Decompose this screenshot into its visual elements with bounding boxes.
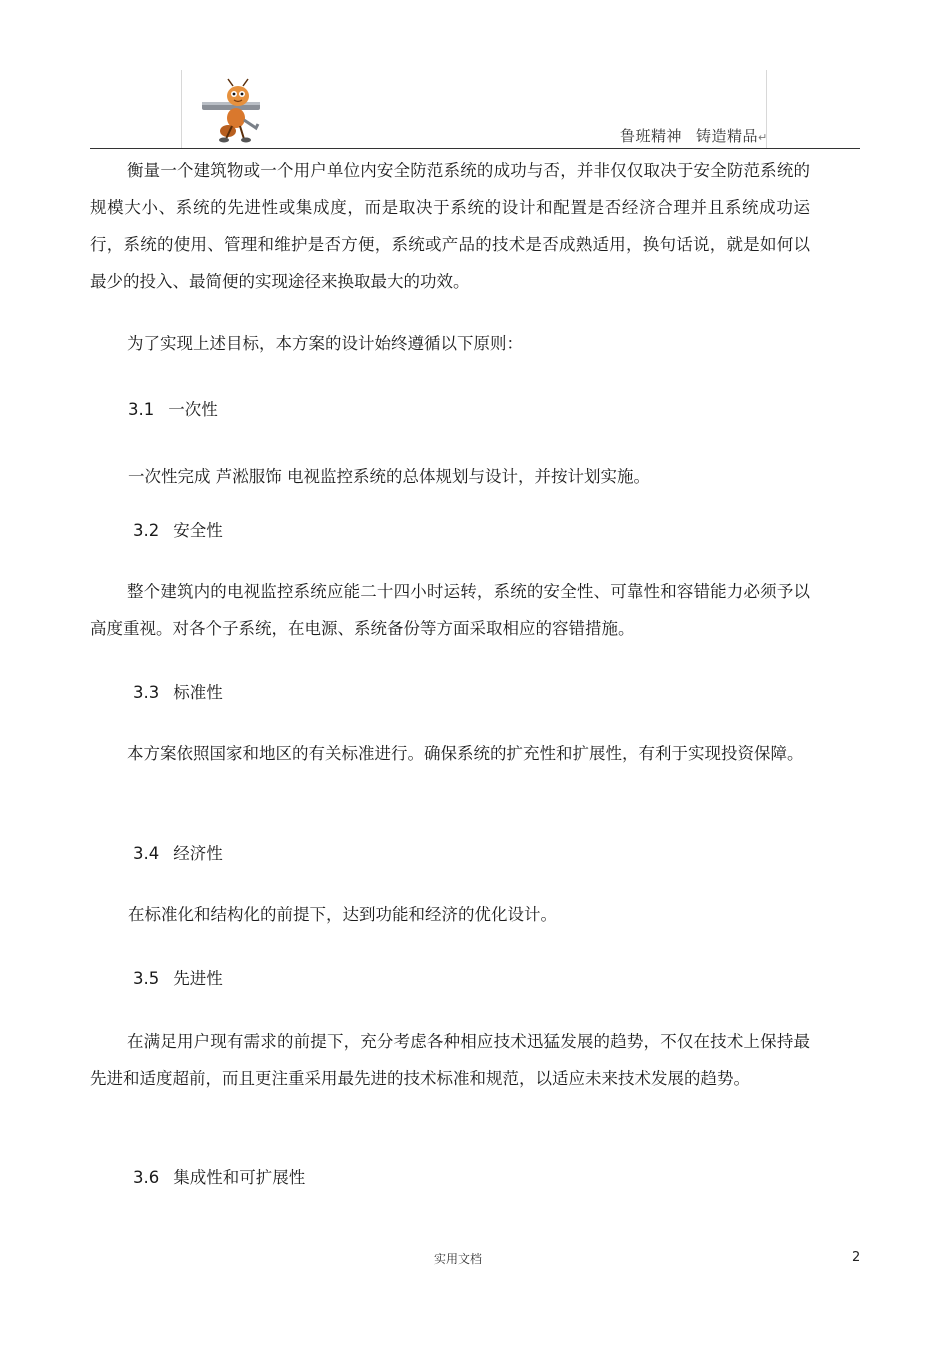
section-number: 3.4 <box>133 844 160 863</box>
section-title: 集成性和可扩展性 <box>173 1168 306 1187</box>
section-title: 标准性 <box>173 683 223 702</box>
section-heading-3-5 <box>133 968 223 990</box>
section-heading-3-3 <box>133 682 223 704</box>
section-text-3-1: 一次性完成 芦淞服饰 电视监控系统的总体规划与设计，并按计划实施。 <box>128 467 650 486</box>
section-number: 3.5 <box>133 969 160 988</box>
section-title: 一次性 <box>168 400 218 419</box>
section-number: 3.2 <box>133 521 160 540</box>
section-heading-3-6 <box>133 1167 305 1189</box>
header-rule <box>90 148 860 149</box>
footer-label: 实用文档 <box>434 1252 483 1266</box>
ant-mascot-logo <box>198 76 266 144</box>
page-number: 2 <box>852 1250 861 1265</box>
section-number: 3.1 <box>128 400 155 419</box>
section-text-3-5: 在满足用户现有需求的前提下，充分考虑各种相应技术迅猛发展的趋势，不仅在技术上保持最先进和适度超前，而且更注重采用最先进的技术标准和规范，以适应未来技术发展的趋势。 <box>90 1032 810 1088</box>
slogan-right: 铸造精品 <box>696 127 759 145</box>
intro-paragraph: 衡量一个建筑物或一个用户单位内安全防范系统的成功与否，并非仅仅取决于安全防范系统的规模大小、系统的先进性或集成度，而是取决于系统的设计和配置是否经济合理并且系统成功运行，系统的使用、管理和维护是否方便，系统或产品的技术是否成熟适用，换句话说，就是如何以最少的投入、最简便的实现途径来换取最大的功效。 <box>90 161 810 291</box>
section-number: 3.6 <box>133 1168 160 1187</box>
section-heading-3-1 <box>128 399 218 421</box>
section-title: 先进性 <box>173 969 223 988</box>
return-mark-icon: ↵ <box>758 131 768 144</box>
section-text-3-4: 在标准化和结构化的前提下，达到功能和经济的优化设计。 <box>128 905 557 924</box>
slogan-left: 鲁班精神 <box>620 127 683 145</box>
principles-intro: 为了实现上述目标，本方案的设计始终遵循以下原则： <box>127 334 523 353</box>
section-heading-3-4 <box>133 843 223 865</box>
section-number: 3.3 <box>133 683 160 702</box>
section-heading-3-2 <box>133 520 223 542</box>
section-text-3-3: 本方案依照国家和地区的有关标准进行。确保系统的扩充性和扩展性，有利于实现投资保障。 <box>127 744 804 763</box>
section-title: 安全性 <box>173 521 223 540</box>
header-slogan <box>620 125 768 146</box>
section-title: 经济性 <box>173 844 223 863</box>
section-text-3-2: 整个建筑内的电视监控系统应能二十四小时运转，系统的安全性、可靠性和容错能力必须予以高度重视。对各个子系统，在电源、系统备份等方面采取相应的容错措施。 <box>90 582 810 638</box>
